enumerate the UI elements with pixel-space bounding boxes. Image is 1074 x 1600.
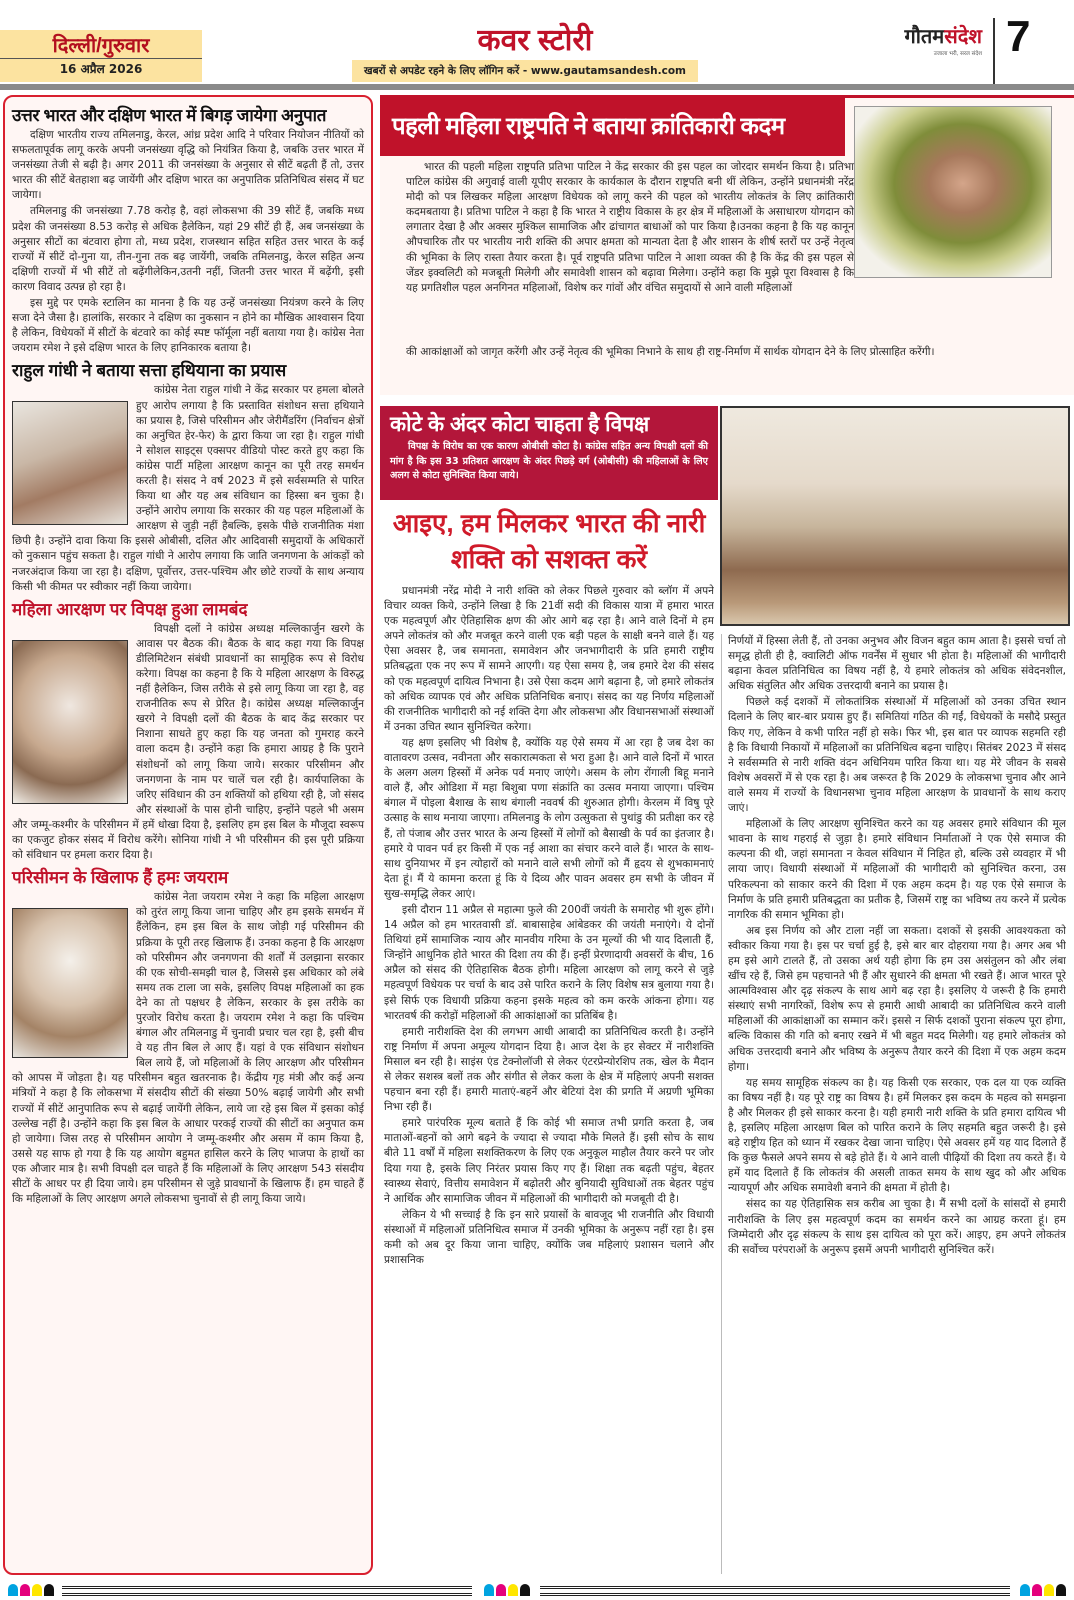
main-paragraph: लेकिन ये भी सच्चाई है कि इन सारे प्रयासों के बावजूद भी राजनीति और विधायी संस्थाओं में महिलाओं प्रतिनिधित्व समाज में उनकी भूमिका के अनुरूप नहीं रहा है। इस कमी को अब दूर किया जाना चाहिए, क्योंकि जब महिलाएं प्रशासन चलाने और प्रशासनिक — [384, 1208, 714, 1267]
left-paragraph: कांग्रेस नेता जयराम रमेश ने कहा कि महिला आरक्षण को तुरंत लागू किया जाना चाहिए और हम इसके समर्थन में हैंलेकिन, हम इस बिल के साथ जोड़ी गई परिसीमन की प्रक्रिया के पूरी तरह खिलाफ हैं। उनका कहना है कि आरक्षण को परिसीमन और जनगणना की शर्तों में उलझाना सरकार की एक सोची-समझी चाल है, जिससे इस अधिकार को लंबे समय तक टाला जा सके, इसलिए विपक्ष महिलाओं का हक देने का तो पक्षधर है लेकिन, सरकार के इस तरीके का पुरजोर विरोध करता है। जयराम रमेश ने कहा कि पश्चिम बंगाल और तमिलनाडु में चुनावी प्रचार चल रहा है, इसी बीच वे यह तीन बिल ले आए हैं। यहां वे एक संविधान संशोधन बिल लाये हैं, जो महिलाओं के लिए आरक्षण और परिसीमन को आपस में जोड़ता है। यह परिसीमन बहुत खतरनाक है। केंद्रीय गृह मंत्री और कई अन्य मंत्रियों ने कहा है कि लोकसभा में संसदीय सीटों की संख्या 50% बढ़ाई जायेगी और सभी राज्यों में सीटें आनुपातिक रूप से बढ़ाई जायेंगी लेकिन, लाये जा रहे इस बिल में इसका कोई उल्लेख नहीं है। उन्होंने कहा कि इस बिल के आधार परकई राज्यों की सीटों का अनुपात कम हो जायेगा। जिस तरह से परिसीमन आयोग ने जम्मू-कश्मीर और असम में काम किया है, उससे यह साफ हो गया है कि यह आयोग बहुमत हासिल करने के लिए भाजपा के हाथों का एक औजार मात्र है। सभी विपक्षी दल चाहते हैं कि महिलाओं के लिए आरक्षण 543 संसदीय सीटों के आधर पर ही दिया जाये। हम परिसीमन से जुड़े प्रावधानों के खिलाफ हैं। हम चाहते हैं कि महिलाओं के लिए आरक्षण अगले लोकसभा चुनावों से ही लागू किया जाये। — [12, 891, 364, 1206]
section-title: कवर स्टोरी — [477, 24, 593, 57]
main-article-column-2 — [728, 634, 1066, 1576]
left-paragraph: विपक्षी दलों ने कांग्रेस अध्यक्ष मल्लिकार्जुन खरगे के आवास पर बैठक की। बैठक के बाद कहा गया कि विपक्ष डीलिमिटेशन संबंधी प्रावधानों का सामूहिक रूप से विरोध करेगा। विपक्ष का कहना है कि ये महिला आरक्षण के विरुद्ध नहीं हैलेकिन, जिस तरीके से इसे लागू किया जा रहा है, वह राजनीतिक रूप से प्रेरित है। कांग्रेस अध्यक्ष मल्लिकार्जुन खरगे ने विपक्षी दलों की बैठक के बाद केंद्र सरकार पर निशाना साधते हुए कहा कि यह जनता को गुमराह करने वाला कदम है। उन्होंने कहा कि हमारा आग्रह है कि पुराने संशोधनों को लागू किया जाये। सरकार परिसीमन और जनगणना के नाम पर चालें चल रही है। कार्यपालिका के जरिए संविधान की उन शक्तियों को हथिया रही है, जो संसद और संस्थाओं के पास होनी चाहिए, इन्होंने पहले भी असम और जम्मू-कश्मीर के परिसीमन में हमें धोखा दिया है, इसलिए हम इस बिल के मौजूदा स्वरूप का एकजुट होकर संसद में विरोध करेंगे। सोनिया गांधी ने भी परिसीमन की इस पूरी प्रक्रिया को संविधान पर हमला करार दिया है। — [12, 622, 364, 862]
cmyk-marks-left — [8, 1584, 54, 1596]
tagline: खबरों से अपडेट रहने के लिए लॉगिन करें - www.gautamsandesh.com — [352, 60, 698, 82]
main-paragraph: महिलाओं के लिए आरक्षण सुनिश्चित करने का यह अवसर हमारे संविधान की मूल भावना के साथ गहराई से जुड़ा है। हमारे संविधान निर्माताओं ने एक ऐसे समाज की कल्पना की थी, जहां समानता न केवल संविधान में निहित हो, बल्कि उसे व्यवहार में भी लाया जाए। विधायी संस्थाओं में महिलाओं की भागीदारी को सुनिश्चित करना, उस परिकल्पना को साकार करने की दिशा में एक अहम कदम है। यह एक ऐसे समाज के निर्माण के प्रति हमारी प्रतिबद्धता का प्रतीक है, जिसमें राष्ट्र का भविष्य तय करने में प्रत्येक नागरिक की समान भूमिका हो। — [728, 818, 1066, 921]
main-paragraph: निर्णयों में हिस्सा लेती हैं, तो उनका अनुभव और विजन बहुत काम आता है। इससे चर्चा तो समृद्ध होती ही है, क्वालिटी ऑफ गवर्नेंस में सुधार भी होता है। महिलाओं की भागीदारी बढ़ाना केवल प्रतिनिधित्व का विषय नहीं है, ये हमारे लोकतंत्र को अधिक संवेदनशील, अधिक संतुलित और अधिक उत्तरदायी बनाने का प्रयास है। — [728, 635, 1066, 693]
cmyk-marks-right — [1020, 1584, 1066, 1596]
left-headline: उत्तर भारत और दक्षिण भारत में बिगड़ जायेगा अनुपात — [12, 106, 327, 125]
patil-article — [380, 95, 1074, 395]
page-number: 7 — [1006, 12, 1031, 61]
kota-body: विपक्ष के विरोध का एक कारण ओबीसी कोटा है। कांग्रेस सहित अन्य विपक्षी दलों की मांग है कि इस 33 प्रतिशत आरक्षण के अंदर पिछड़े वर्ग (ओबीसी) की महिलाओं के लिए अलग से कोटा सुनिश्चित किया जाये। — [390, 441, 708, 481]
main-paragraph: यह क्षण इसलिए भी विशेष है, क्योंकि यह ऐसे समय में आ रहा है जब देश का वातावरण उत्सव, नवीनता और सकारात्मकता से भरा हुआ है। आने वाले दिनों में भारत के अलग अलग हिस्सों में अनेक पर्व मनाए जाएंगे। असम के लोग रोंगाली बिहू मनाने वाले हैं, और ओडिशा में महा बिशुबा पणा संक्रांति का उत्सव मनाया जाएगा। पश्चिम बंगाल में पोइला बैशाख के साथ बंगाली नववर्ष की शुरुआत होगी। केरलम में विषु पूरे उत्साह के साथ मनाया जाएगा। तमिलनाडु के लोग उत्सुकता से पुथांडु की प्रतीक्षा कर रहे हैं, तो पंजाब और उत्तर भारत के अन्य हिस्सों में लोगों को बैसाखी के पर्व का इंतजार है। हमारे ये पावन पर्व हर किसी में एक नई आशा का संचार करने वाले हैं। भारत के साथ-साथ दुनियाभर में इन त्योहारों को मनाने वाले सभी लोगों को मैं हृदय से शुभकामनाएं देता हूं। मैं ये कामना करता हूं कि ये दिव्य और पावन अवसर हम सभी के जीवन में सुख-समृद्धि लेकर आएं। — [384, 736, 714, 900]
main-paragraph: प्रधानमंत्री नरेंद्र मोदी ने नारी शक्ति को लेकर पिछले गुरुवार को ब्लॉग में अपने विचार व्यक्त किये, उन्होंने लिखा है कि 21वीं सदी की विकास यात्रा में हमारा भारत एक महत्वपूर्ण और ऐतिहासिक क्षण की ओर आगे बढ़ रहा है। आने वाले दिनों मे हम अपने लोकतंत्र को और मजबूत करने वाली एक बड़ी पहल के साक्षी बनने वाले हैं। यह ऐसा अवसर है, जब समानता, समावेशन और जनभागीदारी के प्रति हमारी राष्ट्रीय प्रतिबद्धता एक नए रूप में सामने आएगी। यह ऐसा समय है, जब हमारे देश की संसद को एक महत्वपूर्ण दायित्व निभाना है। उसे ऐसा कदम आगे बढ़ाना है, जो हमारे लोकतंत्र को अधिक व्यापक एवं और अधिक प्रतिनिधिक बनाए। संसद का यह निर्णय महिलाओं की राजनीतिक भागीदारी को नई शक्ति देगा और लोकसभा और विधानसभाओं संस्थाओं में उनका उचित स्थान सुनिश्चित करेगा। — [384, 585, 714, 733]
patil-body-last: की आकांक्षाओं को जागृत करेंगी और उन्हें नेतृत्व की भूमिका निभाने के साथ ही राष्ट्र-निर्माण में सार्थक योगदान देने के लिए प्रोत्साहित करेंगी। — [406, 346, 935, 358]
left-paragraph: तमिलनाडु की जनसंख्या 7.78 करोड़ है, वहां लोकसभा की 39 सीटें हैं, जबकि मध्य प्रदेश की जनसंख्या 8.53 करोड़ से अधिक हैलेकिन, यहां 29 सीटें ही हैं, अब जनसंख्या के अनुसार सीटों का बंटवारा होगा तो, मध्य प्रदेश, राजस्थान सहित सहित उत्तर भारत के कई राज्यों में सीटें दो-गुना या, तीन-गुना तक बढ़ जायेंगी, जबकि तमिलनाडु, केरल सहित अन्य दक्षिणी राज्यों में भी सीटें तो बढ़ेंगीलेकिन,उतनी नहीं, जितनी उत्तर भारत में बढ़ेंगी, इसी कारण विवाद उत्पन्न हो रहा है। — [12, 205, 364, 293]
patil-headline: पहली महिला राष्ट्रपति ने बताया क्रांतिकारी कदम — [380, 98, 845, 156]
issue-date: 16 अप्रैल 2026 — [59, 62, 143, 76]
logo-subtitle: उजाला भरी, सरल संदेश — [933, 51, 982, 57]
left-paragraph: इस मुद्दे पर एमके स्टालिन का मानना है कि यह उन्हें जनसंख्या नियंत्रण करने के लिए सजा देने जैसा है। हालांकि, सरकार ने दक्षिण का नुकसान न होने का मौखिक आश्वासन दिया है लेकिन, विधेयकों में सीटों के बंटवारे का कोई स्पष्ट फॉर्मूला नहीं बताया गया है। कांग्रेस नेता जयराम रमेश ने इसे दक्षिण भारत के लिए हानिकारक बताया है। — [12, 297, 364, 355]
patil-body: भारत की पहली महिला राष्ट्रपति प्रतिभा पाटिल ने केंद्र सरकार की इस पहल का जोरदार समर्थन किया है। प्रतिभा पाटिल कांग्रेस की अगुवाई वाली यूपीए सरकार के कार्यकाल के दौरान राष्ट्रपति बनी थीं लेकिन, उन्होंने प्रधानमंत्री नरेंद्र मोदी को पत्र लिखकर महिला आरक्षण विधेयक को लागू करने की पहल को भारतीय लोकतंत्र के लिए क्रांतिकारी कदमबताया है। प्रतिभा पाटिल ने कहा है कि भारत ने राष्ट्रीय विकास के हर क्षेत्र में महिलाओं के असाधारण योगदान को लगातार देखा है और अक्सर मुश्किल सामाजिक और ढांचागत बाधाओं को पार किया है।उनका कहना है कि यह कानून औपचारिक तौर पर भारतीय नारी शक्ति की अपार क्षमता को मान्यता देता है और शासन के शीर्ष स्तरों पर उन्हें नेतृत्व की भूमिका के लिए रास्ता तैयार करता है। पूर्व राष्ट्रपति प्रतिभा पाटिल ने आशा व्यक्त की है कि केंद्र की इस पहल से जेंडर इक्वलिटी को मजबूती मिलेगी और समावेशी शासन को बढ़ावा मिलेगा। उन्होंने कहा कि मुझे पूरा विश्वास है कि यह प्रगतिशील पहल अनगिनत महिलाओं, विशेष कर गांवों और वंचित समुदायों से आने वाली महिलाओं — [406, 161, 854, 294]
left-column-article — [3, 95, 373, 1575]
left-paragraph: दक्षिण भारतीय राज्य तमिलनाडु, केरल, आंध्र प्रदेश आदि ने परिवार नियोजन नीतियों को सफलतापूर्वक लागू करके अपनी जनसंख्या वृद्धि को नियंत्रित किया है, जबकि उत्तर भारत में जनसंख्या तेजी से बढ़ी है। अगर 2011 की जनसंख्या के अनुसार से सीटें बढ़ती हैं तो, उत्तर भारत की सीटें बेतहाशा बढ़ जायेंगी और दक्षिण भारत का अनुपातिक प्रतिनिधित्व संसद में घट जायेगा। — [12, 129, 364, 202]
registration-lines — [62, 1586, 472, 1596]
main-paragraph: पिछले कई दशकों में लोकतांत्रिक संस्थाओं में महिलाओं को उनका उचित स्थान दिलाने के लिए बार-बार प्रयास हुए हैं। समितियां गठित की गईं, विधेयकों के मसौदे प्रस्तुत किए गए, लेकिन वे कभी पारित नहीं हो सके। फिर भी, इस बात पर व्यापक सहमति रही है कि विधायी निकायों में महिलाओं का प्रतिनिधित्व बढ़ना चाहिए। सितंबर 2023 में संसद ने सर्वसम्मति से नारी शक्ति वंदन अधिनियम पारित किया था। यह मेरे जीवन के सबसे विशेष अवसरों में से एक रहा है। अब जरूरत है कि 2029 के लोकसभा चुनाव और आने वाले समय में राज्यों के विधानसभा चुनाव महिला आरक्षण के प्रावधानों के साथ कराए जाएं। — [728, 696, 1066, 815]
jairam-ramesh-photo — [12, 908, 128, 1058]
city-day: दिल्ली/गुरुवार — [0, 30, 202, 59]
header-divider — [993, 18, 995, 88]
rahul-subheadline: राहुल गांधी ने बताया सत्ता हथियाना का प्रयास — [12, 361, 287, 381]
main-headline: आइए, हम मिलकर भारत की नारी शक्ति को सशक्त करें — [392, 508, 706, 574]
main-paragraph: हमारी नारीशक्ति देश की लगभग आधी आबादी का प्रतिनिधित्व करती है। उन्होंने राष्ट्र निर्माण में अपना अमूल्य योगदान दिया है। आज देश के हर सेक्टर में नारीशक्ति मिसाल बन रही है। साइंस एंड टेक्नोलॉजी से लेकर एंटरप्रेन्योरशिप तक, खेल के मैदान से लेकर सशस्त्र बलों तक और संगीत से लेकर कला के क्षेत्र में महिलाएं अपनी सशक्त पहचान बना रही हैं। हमारी माताएं-बहनें और बेटियां देश की प्रगति में अग्रणी भूमिका निभा रही हैं। — [384, 1025, 714, 1114]
print-registration-footer — [0, 1580, 1074, 1600]
narendra-modi-photo — [720, 406, 1070, 626]
column-divider — [721, 634, 722, 1574]
main-paragraph: संसद का यह ऐतिहासिक सत्र करीब आ चुका है। मैं सभी दलों के सांसदों से हमारी नारीशक्ति के लिए इस महत्वपूर्ण कदम का समर्थन करने का आग्रह करता हूं। हम जिम्मेदारी और दृढ़ संकल्प के साथ इस दायित्व को पूरा करें। आइए, हम अपने लोकतंत्र की सर्वोच्च परंपराओं के अनुरूप इसमें अपनी भागीदारी सुनिश्चित करें। — [728, 1198, 1066, 1256]
main-paragraph: इसी दौरान 11 अप्रैल से महात्मा फुले की 200वीं जयंती के समारोह भी शुरू होंगे। 14 अप्रैल को हम भारतवासी डॉ. बाबासाहेब आंबेडकर की जयंती मनाएंगे। ये दोनों तिथियां हमें सामाजिक न्याय और मानवीय गरिमा के उन मूल्यों की भी याद दिलाती हैं, जिन्होंने आधुनिक होते भारत की दिशा तय की हैं। इन्हीं प्रेरणादायी अवसरों के बीच, 16 अप्रैल को संसद की ऐतिहासिक बैठक होगी। महिला आरक्षण को लागू करने से जुड़े महत्वपूर्ण विधेयक पर चर्चा के बाद उसे पारित कराने के लिए विशेष सत्र बुलाया गया है। इसे सिर्फ एक विधायी प्रक्रिया कहना इसके महत्व को कम करके आंकना होगा। यह भारतवर्ष की करोड़ों महिलाओं की आकांक्षाओं का प्रतिबिंब है। — [384, 903, 714, 1022]
header-bar — [0, 84, 1074, 90]
main-paragraph: यह समय सामूहिक संकल्प का है। यह किसी एक सरकार, एक दल या एक व्यक्ति का विषय नहीं है। यह पूरे राष्ट्र का विषय है। हमें मिलकर इस कदम के महत्व को समझना है और मिलकर ही इसे साकार करना है। यही हमारी नारी शक्ति के प्रति हमारा दायित्व भी है, इसलिए महिला आरक्षण बिल को पारित कराने के लिए सहमति बहुत जरूरी है। इसे बड़े राष्ट्रीय हित को ध्यान में रखकर देखा जाना चाहिए। ऐसे अवसर हमें यह याद दिलाते हैं कि कुछ फैसले अपने समय से बड़े होते हैं। ये आने वाली पीढ़ियों की दिशा तय करते हैं। ये हमें याद दिलाते हैं कि लोकतंत्र की असली ताकत समय के साथ खुद को और अधिक न्यायपूर्ण और अधिक समावेशी बनाने की क्षमता में होती है। — [728, 1076, 1066, 1195]
date-block — [0, 30, 202, 82]
rahul-gandhi-photo — [12, 401, 128, 525]
kota-box — [380, 406, 718, 500]
newspaper-logo — [862, 22, 982, 57]
kharge-photo — [12, 640, 128, 804]
main-paragraph: अब इस निर्णय को और टाला नहीं जा सकता। दशकों से इसकी आवश्यकता को स्वीकार किया गया है। इस पर चर्चा हुई है, इसे बार बार दोहराया गया है। अगर अब भी हम इसे आगे टालते हैं, तो उसका अर्थ यही होगा कि हम उस असंतुलन को और लंबा खींच रहे हैं, जिसे हम पहचानते भी हैं और सुधारने की क्षमता भी रखते हैं। आज भारत पूरे आत्मविश्वास और दृढ़ संकल्प के साथ आगे बढ़ रहा है। इसलिए ये जरूरी है कि हमारी संस्थाएं सभी नागरिकों, विशेष रूप से हमारी आधी आबादी का प्रतिनिधित्व करने वाली महिलाओं की आकांक्षाओं का सम्मान करें। इससे न सिर्फ दशकों पुराना संकल्प पूरा होगा, बल्कि विकास की गति को बनाए रखने में भी बहुत मदद मिलेगी। यह हमारे लोकतंत्र को अधिक उत्तरदायी बनाने और भविष्य के अनुरूप तैयार करने की दिशा में एक अहम कदम होगा। — [728, 924, 1066, 1073]
logo-part1: गौतम — [904, 24, 945, 48]
pratibha-patil-photo — [854, 106, 1052, 278]
cmyk-marks-center — [484, 1584, 530, 1596]
kota-headline: कोटे के अंदर कोटा चाहता है विपक्ष — [390, 413, 650, 436]
main-article-column-1 — [384, 584, 714, 1576]
registration-lines — [540, 1586, 1010, 1596]
kharge-subheadline: महिला आरक्षण पर विपक्ष हुआ लामबंद — [12, 599, 248, 619]
masthead — [0, 0, 1074, 88]
logo-part2: संदेश — [944, 24, 982, 48]
main-paragraph: हमारे पारंपरिक मूल्य बताते हैं कि कोई भी समाज तभी प्रगति करता है, जब माताओं-बहनों को आगे बढ़ने के ज्यादा से ज्यादा मौके मिलते हैं। इसी सोच के साथ बीते 11 वर्षों में महिला सशक्तिकरण के लिए एक अनुकूल माहौल तैयार करने पर जोर दिया गया है, इसके लिए निरंतर प्रयास किए गए हैं। शिक्षा तक बढ़ती पहुंच, बेहतर स्वास्थ्य सेवाएं, वित्तीय समावेशन में बढ़ोतरी और बुनियादी सुविधाओं तक बेहतर पहुंच ने आर्थिक और सामाजिक जीवन में महिलाओं की भागीदारी को मजबूती दी है। — [384, 1117, 714, 1205]
jairam-subheadline: परिसीमन के खिलाफ हैं हमः जयराम — [12, 868, 229, 888]
left-paragraph: कांग्रेस नेता राहुल गांधी ने केंद्र सरकार पर हमला बोलते हुए आरोप लगाया है कि प्रस्तावित संशोधन सत्ता हथियाने का प्रयास है, जिसे परिसीमन और जेरीमैंडरिंग (निर्वाचन क्षेत्रों का अनुचित हेर-फेर) के द्वारा किया जा रहा है। राहुल गांधी ने सोशल साइट्स एक्सपर वीडियो पोस्ट करते हुए कहा कि कांग्रेस पार्टी महिला आरक्षण कानून का पूरी तरह समर्थन करती है। संसद ने वर्ष 2023 में इसे सर्वसम्मति से पारित किया था और यह अब संविधान का हिस्सा बन चुका है। उन्होंने आरोप लगाया कि सरकार की यह पहल महिलाओं के आरक्षण से जुड़ी नहीं हैबल्कि, इसके पीछे राजनीतिक मंशा छिपी है। उन्होंने दावा किया कि इससे ओबीसी, दलित और आदिवासी समुदायों के अधिकारों को नुकसान पहुंच सकता है। राहुल गांधी ने आरोप लगाया कि जाति जनगणना के आंकड़ों को नजरअंदाज किया जा रहा है। दक्षिण, पूर्वोत्तर, उत्तर-पश्चिम और छोटे राज्यों के साथ अन्याय किसी भी कीमत पर स्वीकार नहीं किया जायेगा। — [12, 384, 364, 593]
